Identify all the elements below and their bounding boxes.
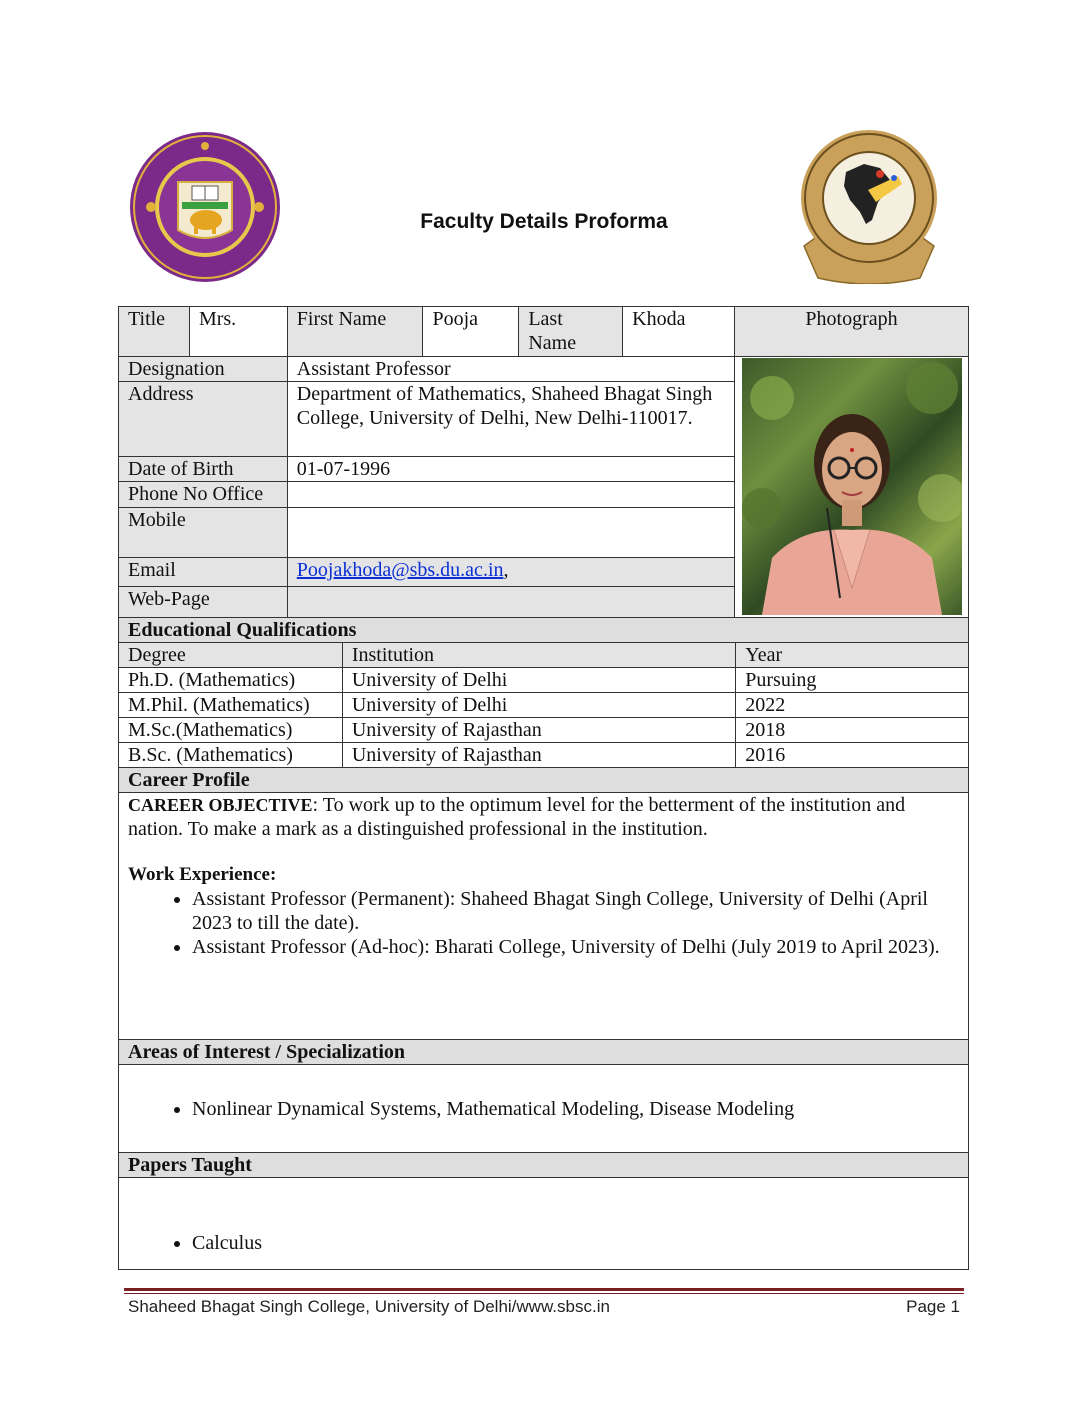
year-cell: 2016 xyxy=(736,743,969,768)
year-cell: Pursuing xyxy=(736,668,969,693)
email-link[interactable]: Poojakhoda@sbs.du.ac.in xyxy=(296,559,504,582)
interests-list xyxy=(128,1097,959,1121)
degree-cell: B.Sc. (Mathematics) xyxy=(119,743,343,768)
career-heading: Career Profile xyxy=(119,768,969,793)
col-institution: Institution xyxy=(342,643,735,668)
mobile-label: Mobile xyxy=(119,507,288,558)
interests-heading: Areas of Interest / Specialization xyxy=(119,1040,969,1065)
designation-value: Assistant Professor xyxy=(287,357,734,382)
interests-body xyxy=(119,1065,969,1153)
page-number: Page 1 xyxy=(906,1297,960,1316)
career-objective-text: : To work up to the optimum level for the betterment of the institution and nation. To make a mark as a distinguished professional in the institution. xyxy=(128,794,906,840)
email-suffix: , xyxy=(503,559,509,582)
address-label: Address xyxy=(119,382,288,457)
email-label: Email xyxy=(119,558,288,586)
list-item: • Nonlinear Dynamical Systems, Mathematical Modeling, Disease Modeling xyxy=(192,1097,959,1121)
dob-label: Date of Birth xyxy=(119,457,288,482)
email-value-cell xyxy=(287,558,734,586)
last-name-value: Khoda xyxy=(623,307,735,357)
degree-cell: M.Phil. (Mathematics) xyxy=(119,693,343,718)
photograph-label: Photograph xyxy=(735,307,969,357)
institution-cell: University of Delhi xyxy=(342,668,735,693)
year-cell: 2022 xyxy=(736,693,969,718)
papers-heading: Papers Taught xyxy=(119,1153,969,1178)
photograph-cell xyxy=(735,357,969,618)
papers-list xyxy=(128,1231,959,1255)
footer-left-text: Shaheed Bhagat Singh College, University of Delhi/www.sbsc.in xyxy=(128,1297,610,1316)
table-row xyxy=(119,668,969,693)
institution-cell: University of Rajasthan xyxy=(342,743,735,768)
dob-value: 01-07-1996 xyxy=(287,457,734,482)
list-item: • Calculus xyxy=(192,1231,959,1255)
title-label: Title xyxy=(119,307,190,357)
page-title: Faculty Details Proforma xyxy=(420,210,668,233)
shaheed-bhagat-singh-college-logo xyxy=(798,128,940,284)
institution-cell: University of Rajasthan xyxy=(342,718,735,743)
list-item: • Assistant Professor (Permanent): Shaheed Bhagat Singh College, University of Delhi (April 2023 to till the date). xyxy=(192,887,959,935)
career-objective xyxy=(128,793,959,841)
list-item: • Assistant Professor (Ad-hoc): Bharati College, University of Delhi (July 2019 to April 2023). xyxy=(192,935,959,959)
work-experience-label: Work Experience: xyxy=(128,864,277,885)
col-degree: Degree xyxy=(119,643,343,668)
university-of-delhi-logo xyxy=(128,130,282,284)
table-row xyxy=(119,743,969,768)
phone-office-label: Phone No Office xyxy=(119,482,288,507)
degree-cell: M.Sc.(Mathematics) xyxy=(119,718,343,743)
work-experience-list xyxy=(128,887,959,959)
education-heading: Educational Qualifications xyxy=(119,618,969,643)
webpage-value xyxy=(287,586,734,617)
phone-office-value xyxy=(287,482,734,507)
career-objective-label: CAREER OBJECTIVE xyxy=(128,795,313,815)
personal-details-table xyxy=(118,306,969,618)
col-year: Year xyxy=(736,643,969,668)
papers-body xyxy=(119,1178,969,1270)
title-value: Mrs. xyxy=(189,307,287,357)
designation-label: Designation xyxy=(119,357,288,382)
footer-rule xyxy=(124,1288,964,1291)
table-row xyxy=(119,693,969,718)
degree-cell: Ph.D. (Mathematics) xyxy=(119,668,343,693)
education-header-row xyxy=(119,643,969,668)
webpage-label: Web-Page xyxy=(119,586,288,617)
footer-rule-thin xyxy=(124,1293,964,1294)
last-name-label: Last Name xyxy=(519,307,623,357)
address-value: Department of Mathematics, Shaheed Bhagat Singh College, University of Delhi, New Delhi-110017. xyxy=(287,382,734,457)
table-row xyxy=(119,718,969,743)
career-body xyxy=(119,793,969,1040)
year-cell: 2018 xyxy=(736,718,969,743)
first-name-value: Pooja xyxy=(423,307,519,357)
mobile-value xyxy=(287,507,734,558)
institution-cell: University of Delhi xyxy=(342,693,735,718)
first-name-label: First Name xyxy=(287,307,423,357)
profile-photo xyxy=(742,358,962,615)
education-career-table xyxy=(118,617,969,1270)
